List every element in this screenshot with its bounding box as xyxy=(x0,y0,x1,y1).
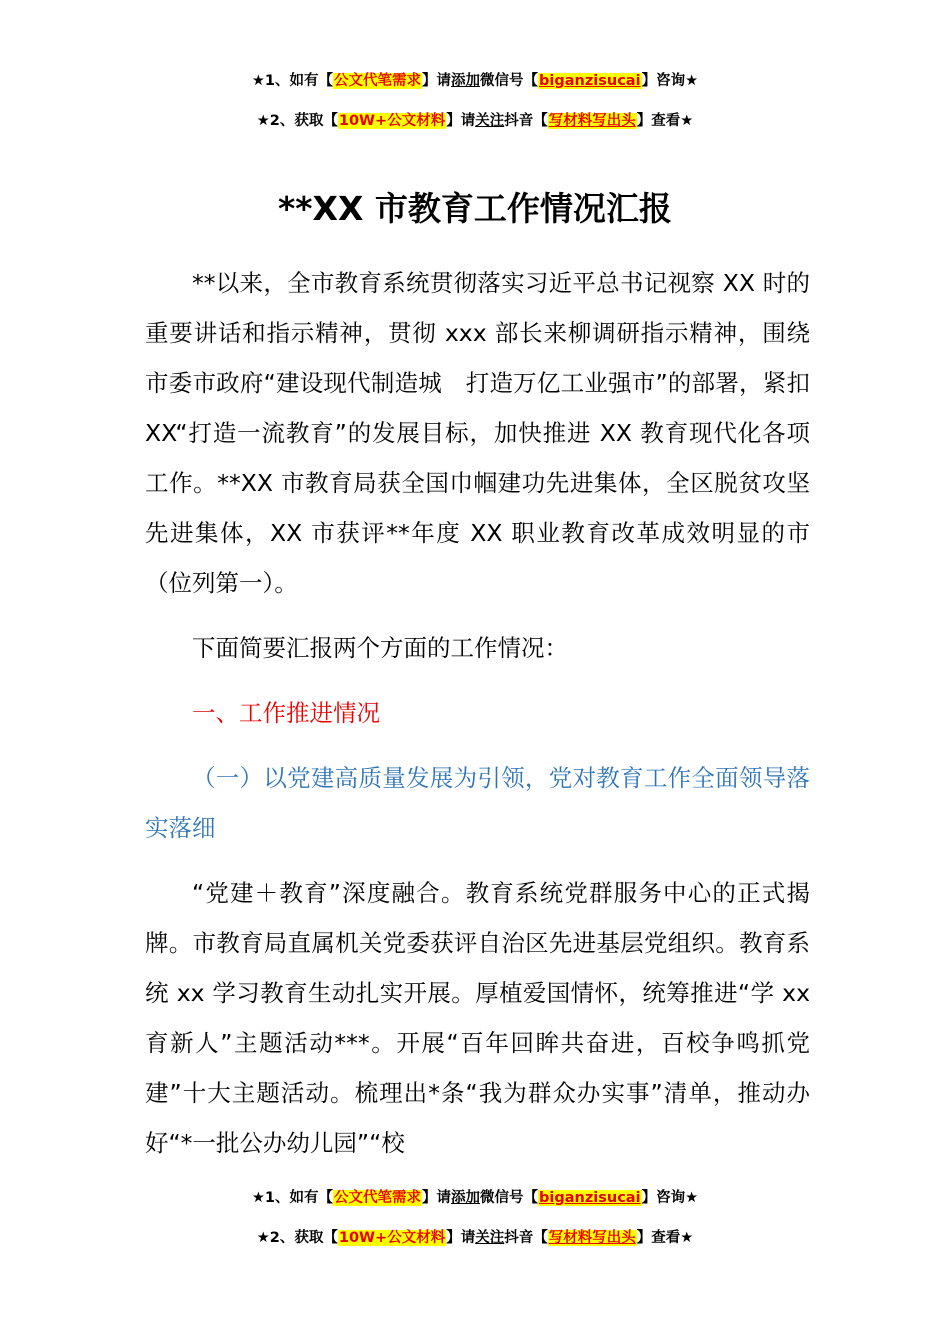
body-paragraph: “党建＋教育”深度融合。教育系统党群服务中心的正式揭牌。市教育局直属机关党委获评自治区先进基层党组织。教育系统 xx 学习教育生动扎实开展。厚植爱国情怀，统筹推进“学 xx 育新人”主题活动***。开展“百年回眸共奋进，百校争鸣抓党建”十大主题活动。梳理出*条“我为群众办实事”清单，推动办好“*一批公办幼儿园”“校 xyxy=(145,879,810,1157)
ad-text: 抖音【 xyxy=(504,1230,548,1246)
ad-line-1 xyxy=(0,1178,950,1218)
star-icon: ★ xyxy=(680,113,694,129)
ad-text: 】查看 xyxy=(636,1230,681,1246)
document-body xyxy=(145,258,810,1168)
ad-text: 】咨询 xyxy=(641,1190,686,1206)
ad-emphasis: 关注 xyxy=(475,113,505,129)
ad-highlight-materials: 10W+公文材料 xyxy=(338,113,446,129)
ad-line-1 xyxy=(0,61,950,101)
ad-highlight-materials: 10W+公文材料 xyxy=(338,1230,446,1246)
ad-text: 1、如有【 xyxy=(264,73,334,89)
star-icon: ★ xyxy=(251,1190,265,1206)
ad-emphasis: 添加 xyxy=(451,1190,481,1206)
ad-text: 微信号【 xyxy=(480,73,539,89)
subsection-heading-1: （一）以党建高质量发展为引领，党对教育工作全面领导落实落细 xyxy=(145,764,810,842)
star-icon: ★ xyxy=(685,1190,699,1206)
ad-text: 1、如有【 xyxy=(264,1190,334,1206)
ad-text: 】请 xyxy=(422,1190,452,1206)
ad-highlight-wechat[interactable]: biganzisucai xyxy=(539,1190,641,1206)
star-icon: ★ xyxy=(256,113,270,129)
star-icon: ★ xyxy=(680,1230,694,1246)
ad-text: 】请 xyxy=(446,1230,476,1246)
star-icon: ★ xyxy=(685,73,699,89)
intro-paragraph: **以来，全市教育系统贯彻落实习近平总书记视察 XX 时的重要讲话和指示精神，贯彻 xxx 部长来柳调研指示精神，围绕市委市政府“建设现代制造城 打造万亿工业强市”的部署，紧扣 XX“打造一流教育”的发展目标，加快推进 XX 教育现代化各项工作。**XX 市教育局获全国巾帼建功先进集体，全区脱贫攻坚先进集体，XX 市获评**年度 XX 职业教育改革成效明显的市（位列第一）。 xyxy=(145,269,810,597)
ad-text: 抖音【 xyxy=(504,113,548,129)
ad-highlight-service: 公文代笔需求 xyxy=(334,1190,422,1206)
ad-text: 】请 xyxy=(422,73,452,89)
ad-text: 】咨询 xyxy=(641,73,686,89)
star-icon: ★ xyxy=(256,1230,270,1246)
header-ad-block xyxy=(0,61,950,141)
ad-text: 2、获取【 xyxy=(269,113,338,129)
ad-text: 微信号【 xyxy=(480,1190,539,1206)
footer-ad-block xyxy=(0,1178,950,1258)
ad-emphasis: 添加 xyxy=(451,73,481,89)
ad-emphasis: 关注 xyxy=(475,1230,505,1246)
document-title: **XX 市教育工作情况汇报 xyxy=(278,189,672,228)
ad-text: 】查看 xyxy=(636,113,681,129)
section-heading-1: 一、工作推进情况 xyxy=(192,699,380,727)
ad-line-2 xyxy=(0,1218,950,1258)
ad-text: 】请 xyxy=(446,113,476,129)
star-icon: ★ xyxy=(251,73,265,89)
ad-highlight-douyin[interactable]: 写材料写出头 xyxy=(548,113,636,129)
ad-highlight-wechat[interactable]: biganzisucai xyxy=(539,73,641,89)
ad-line-2 xyxy=(0,101,950,141)
lead-paragraph: 下面简要汇报两个方面的工作情况： xyxy=(192,634,568,662)
ad-highlight-douyin[interactable]: 写材料写出头 xyxy=(548,1230,636,1246)
ad-text: 2、获取【 xyxy=(269,1230,338,1246)
ad-highlight-service: 公文代笔需求 xyxy=(334,73,422,89)
